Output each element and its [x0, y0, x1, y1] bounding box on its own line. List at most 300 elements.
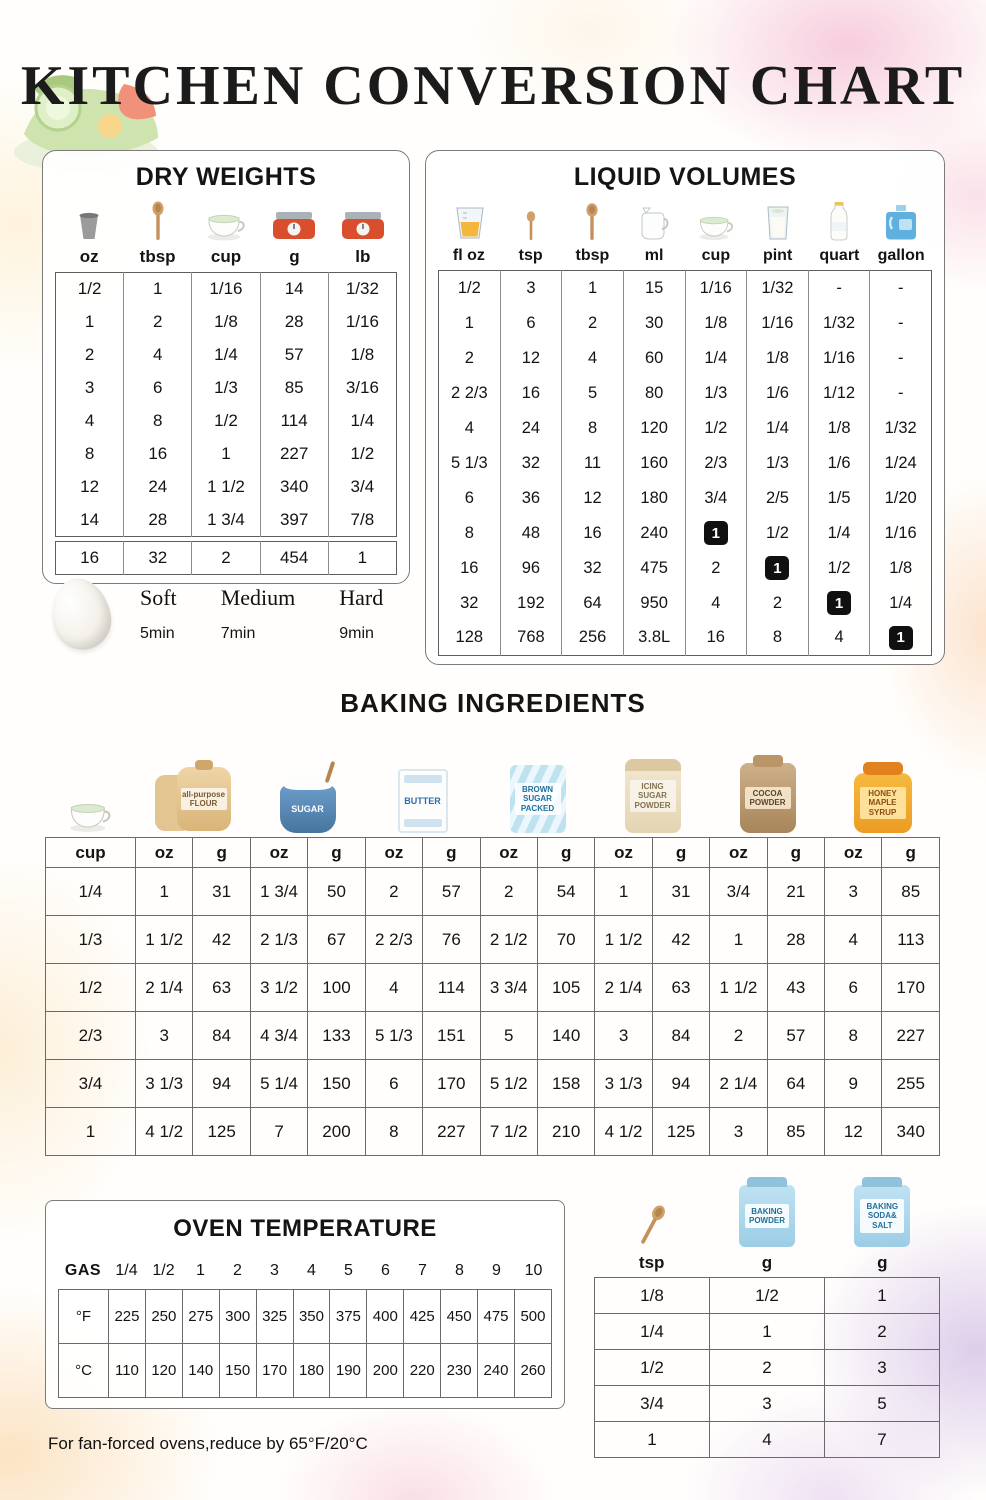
table-row: [56, 504, 397, 537]
table-cell: 375: [330, 1290, 367, 1344]
table-cell: [808, 586, 870, 621]
table-cell: 325: [256, 1290, 293, 1344]
table-cell: 227: [882, 1012, 940, 1060]
oven-gas-row: [58, 1253, 552, 1289]
table-row: [46, 1108, 940, 1156]
column-header: fl oz: [452, 247, 485, 264]
oven-temperature-panel: [45, 1200, 565, 1409]
table-cell: 57: [260, 339, 328, 372]
table-cell: 63: [652, 964, 709, 1012]
table-cell: 2: [233, 1262, 242, 1279]
table-cell: 275: [182, 1290, 219, 1344]
table-cell: g: [193, 838, 250, 868]
column-header: quart: [819, 247, 860, 264]
wooden-spoon-icon: [123, 201, 191, 241]
table-row: [439, 271, 932, 306]
liquid-volumes-title: LIQUID VOLUMES: [573, 163, 797, 191]
table-cell: 8: [825, 1012, 882, 1060]
table-row: [439, 341, 932, 376]
table-cell: 1/2: [457, 278, 481, 297]
table-cell: 84: [193, 1012, 250, 1060]
table-cell: 1: [595, 868, 652, 916]
column-header: lb: [355, 247, 371, 266]
table-cell: 5 1/3: [365, 1012, 422, 1060]
egg-time-value: 9min: [339, 625, 374, 642]
highlighted-cell: 1: [765, 556, 789, 580]
measuring-cup-icon: [55, 211, 123, 241]
table-cell: 1 1/2: [136, 916, 193, 964]
column-header: tbsp: [139, 247, 176, 266]
table-cell: 110: [109, 1344, 146, 1398]
table-cell: oz: [365, 838, 422, 868]
table-row: [46, 1060, 940, 1108]
sugar-label: SUGAR: [291, 803, 324, 814]
table-cell: 14: [260, 273, 328, 306]
table-cell: 1/12: [808, 376, 870, 411]
table-cell: 32: [124, 542, 192, 575]
table-cell: 1/16: [808, 341, 870, 376]
table-cell: 1/4: [808, 516, 870, 551]
table-cell: 256: [562, 621, 624, 656]
table-cell: 3: [595, 1012, 652, 1060]
table-cell: 192: [500, 586, 562, 621]
table-cell: 1/8: [328, 339, 396, 372]
table-cell: 4 3/4: [250, 1012, 307, 1060]
dry-weights-icon-row: [55, 198, 397, 244]
table-row: [59, 1290, 552, 1344]
table-cell: 16: [460, 558, 479, 577]
table-cell: 4: [825, 916, 882, 964]
table-cell: 76: [423, 916, 480, 964]
table-cell: 42: [652, 916, 709, 964]
table-cell: 8: [562, 411, 624, 446]
table-cell: 85: [882, 868, 940, 916]
table-cell: 475: [478, 1290, 515, 1344]
table-cell: 1/16: [747, 306, 809, 341]
table-cell: 1/4: [115, 1262, 138, 1279]
table-cell: 2/3: [46, 1012, 136, 1060]
table-cell: 84: [652, 1012, 709, 1060]
table-cell: 3: [710, 1386, 825, 1422]
table-row: [439, 376, 932, 411]
table-cell: 31: [652, 868, 709, 916]
table-cell: 12: [562, 481, 624, 516]
table-cell: 150: [308, 1060, 365, 1108]
table-cell: 1/3: [685, 376, 747, 411]
table-cell: 133: [308, 1012, 365, 1060]
baking-ingredients-table: [45, 837, 940, 1156]
table-cell: 85: [260, 372, 328, 405]
table-cell: 1/16: [192, 273, 260, 306]
table-cell: 1/3: [46, 916, 136, 964]
leavening-headers: [594, 1251, 940, 1277]
table-cell: 1 1/2: [595, 916, 652, 964]
dry-weights-total-row: [55, 541, 397, 575]
table-cell: 2: [825, 1314, 940, 1350]
table-cell: 1 1/2: [192, 471, 260, 504]
table-cell: 12: [500, 341, 562, 376]
table-cell: 7/8: [328, 504, 396, 537]
table-cell: 1/5: [808, 481, 870, 516]
egg-softness-label: Hard: [339, 585, 384, 610]
table-row: [439, 551, 932, 586]
flour-sack-icon: [155, 763, 231, 833]
table-cell: 2: [562, 306, 624, 341]
table-cell: 1/20: [870, 481, 932, 516]
table-cell: 1/4: [46, 868, 136, 916]
table-cell: [747, 551, 809, 586]
table-cell: 1/32: [747, 271, 809, 306]
table-cell: 30: [623, 306, 685, 341]
table-cell: 12: [80, 477, 100, 496]
table-cell: 1/8: [685, 306, 747, 341]
table-row: [439, 481, 932, 516]
table-cell: 454: [260, 542, 328, 575]
table-cell: 1/4: [870, 586, 932, 621]
table-cell: 160: [623, 446, 685, 481]
table-cell: 8: [84, 444, 95, 463]
table-cell: 240: [478, 1344, 515, 1398]
table-cell: 9: [825, 1060, 882, 1108]
flour-label: all-purpose FLOUR: [181, 788, 227, 810]
egg-softness-label: Medium: [220, 585, 296, 610]
table-cell: 1/6: [747, 376, 809, 411]
table-cell: 1/8: [870, 551, 932, 586]
measuring-jug-icon: [438, 203, 500, 241]
table-cell: 1/2: [192, 405, 260, 438]
honey-jar-icon: [854, 773, 912, 833]
table-cell: 1/2: [710, 1278, 825, 1314]
table-cell: 114: [423, 964, 480, 1012]
table-cell: 768: [500, 621, 562, 656]
table-cell: 1: [46, 1108, 136, 1156]
table-cell: 1/2: [808, 551, 870, 586]
table-row: [439, 621, 932, 656]
table-cell: cup: [46, 838, 136, 868]
table-cell: 2 2/3: [450, 383, 488, 402]
table-cell: 1: [562, 271, 624, 306]
kitchen-scale-icon: [329, 211, 397, 241]
table-row: [58, 1253, 552, 1289]
table-cell: 1 3/4: [192, 504, 260, 537]
table-cell: 1: [124, 273, 192, 306]
table-cell: 2 1/4: [710, 1060, 767, 1108]
table-cell: 158: [537, 1060, 594, 1108]
table-cell: 1/32: [870, 411, 932, 446]
table-cell: 220: [404, 1344, 441, 1398]
table-cell: 64: [767, 1060, 824, 1108]
table-cell: 7 1/2: [480, 1108, 537, 1156]
table-cell: 500: [514, 1290, 551, 1344]
highlighted-cell: 1: [827, 591, 851, 615]
dry-weights-table: [55, 272, 397, 537]
table-cell: 1/2: [685, 411, 747, 446]
table-row: [56, 372, 397, 405]
table-cell: 2: [365, 868, 422, 916]
table-cell: 170: [423, 1060, 480, 1108]
table-cell: 2 2/3: [365, 916, 422, 964]
table-cell: oz: [595, 838, 652, 868]
icing-sugar-label: ICING SUGAR POWDER: [630, 780, 676, 812]
table-cell: 400: [367, 1290, 404, 1344]
table-cell: 1/8: [595, 1278, 710, 1314]
table-cell: 1/2: [595, 1350, 710, 1386]
table-cell: [870, 621, 932, 656]
kitchen-scale-icon: [260, 211, 328, 241]
table-row: [56, 438, 397, 471]
table-cell: 1: [710, 1314, 825, 1350]
table-cell: -: [808, 271, 870, 306]
table-cell: GAS: [64, 1262, 102, 1279]
baking-soda-label: BAKING SODA& SALT: [860, 1199, 904, 1233]
table-cell: oz: [136, 838, 193, 868]
table-cell: 16: [500, 376, 562, 411]
table-cell: 50: [308, 868, 365, 916]
tablespoon-icon: [562, 203, 624, 241]
table-cell: 7: [250, 1108, 307, 1156]
table-cell: 32: [460, 593, 479, 612]
column-header: cup: [210, 247, 242, 266]
gallon-jug-icon: [870, 203, 932, 241]
table-cell: 28: [124, 504, 192, 537]
table-cell: 1/16: [870, 516, 932, 551]
liquid-volumes-icon-row: [438, 198, 932, 244]
table-cell: oz: [480, 838, 537, 868]
table-cell: g: [308, 838, 365, 868]
table-cell: -: [870, 306, 932, 341]
table-cell: 6: [825, 964, 882, 1012]
table-cell: 3/4: [710, 868, 767, 916]
table-cell: 340: [260, 471, 328, 504]
table-cell: 3: [84, 378, 95, 397]
table-cell: 1/4: [747, 411, 809, 446]
table-cell: 64: [562, 586, 624, 621]
column-header: g: [761, 1253, 773, 1272]
table-cell: 210: [537, 1108, 594, 1156]
column-header: cup: [701, 247, 731, 264]
table-cell: 24: [500, 411, 562, 446]
table-cell: 14: [80, 509, 100, 529]
table-row: [56, 405, 397, 438]
table-cell: 1/3: [747, 446, 809, 481]
table-cell: 240: [623, 516, 685, 551]
table-cell: °F: [59, 1290, 109, 1344]
table-cell: 180: [293, 1344, 330, 1398]
table-cell: 350: [293, 1290, 330, 1344]
leavening-section: [594, 1163, 940, 1458]
table-cell: 3: [825, 1350, 940, 1386]
table-cell: 28: [260, 306, 328, 339]
table-cell: 1/8: [747, 341, 809, 376]
egg-boiling-guide: [52, 578, 422, 650]
fan-forced-note: For fan-forced ovens,reduce by 65°F/20°C: [48, 1434, 368, 1453]
dry-weights-headers: [55, 244, 397, 272]
table-cell: 96: [500, 551, 562, 586]
table-cell: 67: [308, 916, 365, 964]
table-cell: 151: [423, 1012, 480, 1060]
table-cell: 31: [193, 868, 250, 916]
brown-sugar-label: BROWN SUGAR PACKED: [515, 783, 561, 815]
baking-powder-label: BAKING POWDER: [745, 1204, 789, 1228]
table-cell: 255: [882, 1060, 940, 1108]
highlighted-cell: 1: [704, 521, 728, 545]
table-cell: 2: [710, 1350, 825, 1386]
table-cell: 1: [192, 438, 260, 471]
table-cell: 1: [710, 916, 767, 964]
cocoa-label: COCOA POWDER: [745, 787, 791, 809]
table-cell: oz: [250, 838, 307, 868]
table-row: [56, 471, 397, 504]
table-cell: 114: [260, 405, 328, 438]
table-cell: 140: [182, 1344, 219, 1398]
table-cell: 60: [623, 341, 685, 376]
table-row: [595, 1278, 940, 1314]
table-row: [46, 1012, 940, 1060]
table-cell: 6: [464, 488, 474, 507]
table-cell: 3/4: [685, 481, 747, 516]
table-row: [56, 273, 397, 306]
table-cell: 2 1/4: [595, 964, 652, 1012]
table-cell: 4: [562, 341, 624, 376]
liquid-volumes-panel: [425, 150, 945, 665]
egg-time-value: 7min: [220, 625, 256, 642]
table-row: [56, 339, 397, 372]
table-cell: 85: [767, 1108, 824, 1156]
table-cell: 4: [307, 1262, 316, 1279]
table-cell: 4: [365, 964, 422, 1012]
table-cell: 120: [145, 1344, 182, 1398]
column-header: pint: [762, 247, 793, 264]
butter-label: BUTTER: [404, 795, 441, 806]
sugar-jar-icon: [280, 785, 336, 833]
table-cell: oz: [825, 838, 882, 868]
table-cell: 180: [623, 481, 685, 516]
table-cell: 1/4: [685, 341, 747, 376]
column-header: tsp: [638, 1253, 665, 1272]
table-cell: 63: [193, 964, 250, 1012]
table-cell: 1/4: [328, 405, 396, 438]
table-cell: 4: [124, 339, 192, 372]
liquid-volumes-headers: [438, 244, 932, 270]
table-cell: 1/2: [747, 516, 809, 551]
table-row: [439, 306, 932, 341]
leavening-table: [594, 1277, 940, 1458]
table-cell: 125: [193, 1108, 250, 1156]
table-cell: 48: [500, 516, 562, 551]
honey-label: HONEY MAPLE SYRUP: [860, 787, 906, 819]
cocoa-bag-icon: [740, 763, 796, 833]
table-cell: 11: [562, 446, 624, 481]
table-row: [595, 1350, 940, 1386]
wooden-spoon-icon: [594, 1203, 709, 1247]
table-cell: 70: [537, 916, 594, 964]
table-cell: 1: [464, 313, 474, 332]
table-cell: 43: [767, 964, 824, 1012]
table-cell: 4 1/2: [595, 1108, 652, 1156]
baking-ingredients-icon-row: [45, 733, 940, 837]
table-cell: 1/32: [808, 306, 870, 341]
table-cell: 225: [109, 1290, 146, 1344]
table-cell: 10: [524, 1262, 543, 1279]
table-row: [46, 964, 940, 1012]
table-cell: 170: [882, 964, 940, 1012]
egg-time-item: [140, 585, 177, 643]
table-cell: 1/2: [328, 438, 396, 471]
table-cell: 5 1/2: [480, 1060, 537, 1108]
table-cell: 32: [562, 551, 624, 586]
table-cell: 3: [270, 1262, 279, 1279]
page-title: KITCHEN CONVERSION CHART: [20, 55, 966, 117]
table-cell: 1/2: [77, 279, 102, 299]
table-cell: 1/3: [192, 372, 260, 405]
table-cell: 1/16: [685, 271, 747, 306]
table-cell: 16: [80, 548, 100, 567]
table-cell: 6: [365, 1060, 422, 1108]
table-cell: 5: [480, 1012, 537, 1060]
table-cell: 16: [562, 516, 624, 551]
highlighted-cell: 1: [889, 626, 913, 650]
table-cell: 3 3/4: [480, 964, 537, 1012]
table-cell: 3 1/3: [136, 1060, 193, 1108]
table-cell: 8: [464, 523, 474, 542]
table-cell: 12: [825, 1108, 882, 1156]
table-cell: 2: [84, 345, 95, 364]
teacup-icon: [45, 797, 135, 833]
table-cell: 1/2: [152, 1262, 175, 1279]
table-cell: 5 1/3: [450, 453, 488, 472]
table-cell: 24: [124, 471, 192, 504]
table-cell: 450: [441, 1290, 478, 1344]
table-cell: 1/16: [328, 306, 396, 339]
table-cell: 340: [882, 1108, 940, 1156]
baking-ingredients-title: BAKING INGREDIENTS: [340, 688, 646, 718]
table-cell: 1 3/4: [250, 868, 307, 916]
table-row: [56, 542, 397, 575]
table-cell: 1: [328, 542, 396, 575]
table-cell: 1: [825, 1278, 940, 1314]
table-cell: 190: [330, 1344, 367, 1398]
table-cell: 2: [685, 551, 747, 586]
table-cell: 475: [623, 551, 685, 586]
table-cell: 16: [685, 621, 747, 656]
table-cell: 94: [652, 1060, 709, 1108]
table-cell: 230: [441, 1344, 478, 1398]
table-cell: oz: [710, 838, 767, 868]
table-cell: 300: [219, 1290, 256, 1344]
table-cell: 100: [308, 964, 365, 1012]
table-cell: 4: [710, 1422, 825, 1458]
table-cell: 57: [767, 1012, 824, 1060]
table-cell: 6: [381, 1262, 390, 1279]
table-cell: g: [423, 838, 480, 868]
table-cell: 1/24: [870, 446, 932, 481]
table-cell: 8: [124, 405, 192, 438]
teaspoon-icon: [500, 211, 562, 241]
leavening-icon-row: [594, 1163, 940, 1251]
table-cell: 1 1/2: [710, 964, 767, 1012]
table-cell: 2: [480, 868, 537, 916]
column-header: tbsp: [575, 247, 610, 264]
table-cell: 397: [260, 504, 328, 537]
table-cell: 3: [825, 868, 882, 916]
butter-pack-icon: [398, 769, 448, 833]
table-cell: 200: [367, 1344, 404, 1398]
egg-time-value: 5min: [140, 625, 175, 642]
table-cell: 1/2: [46, 964, 136, 1012]
table-cell: °C: [59, 1344, 109, 1398]
table-cell: 3/4: [46, 1060, 136, 1108]
table-cell: 6: [124, 372, 192, 405]
